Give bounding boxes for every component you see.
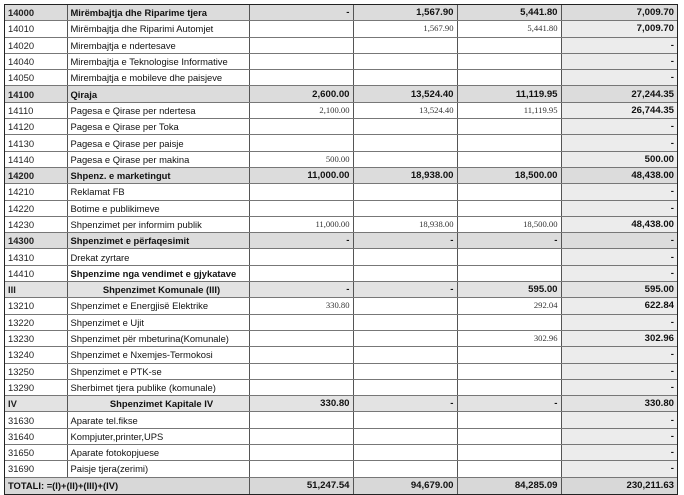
account-name: Pagesa e Qirase per Toka: [67, 119, 249, 135]
account-code: 14020: [5, 37, 67, 53]
total-col1: 51,247.54: [249, 477, 353, 494]
amount-col3: [457, 200, 561, 216]
amount-total: -: [561, 119, 677, 135]
amount-total: 7,009.70: [561, 5, 677, 21]
amount-total: -: [561, 265, 677, 281]
amount-total: -: [561, 461, 677, 477]
amount-col3: [457, 37, 561, 53]
table-row: [5, 412, 677, 428]
account-code: 13240: [5, 347, 67, 363]
account-code: 14050: [5, 70, 67, 86]
amount-col2: 1,567.90: [353, 21, 457, 37]
account-name: Pagesa e Qirase per ndertesa: [67, 102, 249, 118]
account-code: 14120: [5, 119, 67, 135]
amount-col1: [249, 379, 353, 395]
amount-col3: [457, 379, 561, 395]
amount-total: 27,244.35: [561, 86, 677, 102]
table-row: [5, 53, 677, 69]
amount-col3: [457, 53, 561, 69]
amount-col3: [457, 363, 561, 379]
amount-col3: [457, 119, 561, 135]
account-code: 13210: [5, 298, 67, 314]
amount-col1: -: [249, 282, 353, 298]
amount-col3: [457, 347, 561, 363]
amount-total: -: [561, 233, 677, 249]
amount-col1: 500.00: [249, 151, 353, 167]
table-row: [5, 70, 677, 86]
amount-col2: [353, 412, 457, 428]
amount-col1: [249, 249, 353, 265]
account-code: III: [5, 282, 67, 298]
account-name: Reklamat FB: [67, 184, 249, 200]
table-row: [5, 233, 677, 249]
table-row: [5, 428, 677, 444]
account-code: 14130: [5, 135, 67, 151]
amount-col2: -: [353, 282, 457, 298]
amount-col1: [249, 412, 353, 428]
account-name: Pagesa e Qirase per paisje: [67, 135, 249, 151]
account-name: Qiraja: [67, 86, 249, 102]
account-code: 31690: [5, 461, 67, 477]
amount-col3: 302.96: [457, 330, 561, 346]
amount-col3: [457, 445, 561, 461]
amount-total: -: [561, 347, 677, 363]
amount-col2: 13,524.40: [353, 102, 457, 118]
account-name: Aparate fotokopjuese: [67, 445, 249, 461]
account-name: Mirembajtja e Teknologise Informative: [67, 53, 249, 69]
amount-col2: [353, 298, 457, 314]
amount-col2: [353, 70, 457, 86]
amount-col1: 2,600.00: [249, 86, 353, 102]
account-name: Mirembajtja e mobileve dhe paisjeve: [67, 70, 249, 86]
table-row: [5, 265, 677, 281]
amount-col2: 13,524.40: [353, 86, 457, 102]
amount-total: 7,009.70: [561, 21, 677, 37]
amount-col3: [457, 70, 561, 86]
account-name: Shpenzimet Kapitale IV: [67, 396, 249, 412]
account-code: 13230: [5, 330, 67, 346]
amount-col2: [353, 249, 457, 265]
account-code: 14010: [5, 21, 67, 37]
amount-col3: 11,119.95: [457, 102, 561, 118]
total-col2: 94,679.00: [353, 477, 457, 494]
table-row: [5, 282, 677, 298]
table-row: [5, 5, 677, 21]
amount-col3: [457, 428, 561, 444]
table-row: [5, 396, 677, 412]
account-name: Shpenzimet e Ujit: [67, 314, 249, 330]
amount-col3: -: [457, 233, 561, 249]
amount-total: 48,438.00: [561, 167, 677, 183]
account-code: 14230: [5, 216, 67, 232]
amount-col3: 595.00: [457, 282, 561, 298]
amount-col1: [249, 445, 353, 461]
amount-col3: [457, 461, 561, 477]
table-row: [5, 119, 677, 135]
amount-col2: 1,567.90: [353, 5, 457, 21]
account-name: Paisje tjera(zerimi): [67, 461, 249, 477]
amount-total: 622.84: [561, 298, 677, 314]
amount-col3: 5,441.80: [457, 5, 561, 21]
account-code: 13290: [5, 379, 67, 395]
amount-total: -: [561, 200, 677, 216]
account-name: Shpenzimet Komunale (III): [67, 282, 249, 298]
amount-col3: [457, 184, 561, 200]
account-code: 13250: [5, 363, 67, 379]
account-code: 14410: [5, 265, 67, 281]
account-name: Mirëmbajtja dhe Riparime tjera: [67, 5, 249, 21]
account-name: Mirëmbajtja dhe Riparimi Automjet: [67, 21, 249, 37]
amount-total: -: [561, 314, 677, 330]
account-name: Mirembajtja e ndertesave: [67, 37, 249, 53]
amount-col3: [457, 135, 561, 151]
account-code: 14110: [5, 102, 67, 118]
amount-col3: 11,119.95: [457, 86, 561, 102]
amount-col1: [249, 330, 353, 346]
total-col3: 84,285.09: [457, 477, 561, 494]
account-code: 14000: [5, 5, 67, 21]
amount-col1: 11,000.00: [249, 167, 353, 183]
amount-col2: [353, 184, 457, 200]
table-row: [5, 21, 677, 37]
table-row: [5, 445, 677, 461]
amount-total: 26,744.35: [561, 102, 677, 118]
table-row: [5, 347, 677, 363]
amount-col2: [353, 461, 457, 477]
budget-expense-table: [4, 4, 678, 495]
amount-col2: [353, 151, 457, 167]
amount-col3: [457, 412, 561, 428]
amount-col1: [249, 461, 353, 477]
amount-col2: [353, 347, 457, 363]
amount-total: 330.80: [561, 396, 677, 412]
account-name: Shpenzimet për mbeturina(Komunale): [67, 330, 249, 346]
account-code: 14140: [5, 151, 67, 167]
amount-total: 302.96: [561, 330, 677, 346]
table-row: [5, 461, 677, 477]
amount-col2: [353, 53, 457, 69]
amount-col1: [249, 200, 353, 216]
amount-col2: [353, 135, 457, 151]
amount-col1: [249, 53, 353, 69]
table-row: [5, 184, 677, 200]
amount-col3: [457, 265, 561, 281]
table-row: [5, 135, 677, 151]
amount-col3: [457, 151, 561, 167]
amount-col3: -: [457, 396, 561, 412]
account-code: 14300: [5, 233, 67, 249]
amount-total: -: [561, 184, 677, 200]
amount-col2: -: [353, 396, 457, 412]
table-row: [5, 200, 677, 216]
table-row: [5, 330, 677, 346]
account-name: Shpenzime nga vendimet e gjykatave: [67, 265, 249, 281]
amount-total: -: [561, 37, 677, 53]
amount-col2: [353, 428, 457, 444]
amount-col2: [353, 445, 457, 461]
amount-total: -: [561, 379, 677, 395]
account-code: 31640: [5, 428, 67, 444]
amount-col1: [249, 363, 353, 379]
amount-col2: -: [353, 233, 457, 249]
amount-col2: [353, 314, 457, 330]
account-name: Pagesa e Qirase per makina: [67, 151, 249, 167]
table-row: [5, 102, 677, 118]
table-row: [5, 379, 677, 395]
amount-col1: 330.80: [249, 298, 353, 314]
amount-col1: [249, 37, 353, 53]
total-col4: 230,211.63: [561, 477, 677, 494]
amount-col2: 18,938.00: [353, 216, 457, 232]
amount-total: -: [561, 445, 677, 461]
account-name: Aparate tel.fikse: [67, 412, 249, 428]
amount-col3: 18,500.00: [457, 167, 561, 183]
account-code: 14040: [5, 53, 67, 69]
amount-col2: [353, 200, 457, 216]
table-row: [5, 314, 677, 330]
account-code: 31630: [5, 412, 67, 428]
account-name: Shpenzimet e përfaqesimit: [67, 233, 249, 249]
account-code: 13220: [5, 314, 67, 330]
total-label: TOTALI: =(I)+(II)+(III)+(IV): [5, 477, 249, 494]
account-name: Shpenz. e marketingut: [67, 167, 249, 183]
account-name: Sherbimet tjera publike (komunale): [67, 379, 249, 395]
table-row: [5, 249, 677, 265]
amount-col3: 292.04: [457, 298, 561, 314]
amount-col1: [249, 135, 353, 151]
amount-col1: [249, 119, 353, 135]
account-name: Shpenzimet per informim publik: [67, 216, 249, 232]
amount-col2: [353, 330, 457, 346]
amount-col3: 18,500.00: [457, 216, 561, 232]
amount-total: -: [561, 428, 677, 444]
account-name: Shpenzimet e PTK-se: [67, 363, 249, 379]
amount-col1: [249, 21, 353, 37]
account-name: Botime e publikimeve: [67, 200, 249, 216]
account-name: Drekat zyrtare: [67, 249, 249, 265]
amount-col2: [353, 379, 457, 395]
total-row: [5, 477, 677, 494]
account-name: Kompjuter,printer,UPS: [67, 428, 249, 444]
amount-col1: [249, 265, 353, 281]
amount-col3: 5,441.80: [457, 21, 561, 37]
amount-total: -: [561, 249, 677, 265]
table-row: [5, 37, 677, 53]
account-code: 14100: [5, 86, 67, 102]
amount-col1: 330.80: [249, 396, 353, 412]
amount-col2: 18,938.00: [353, 167, 457, 183]
account-code: 14200: [5, 167, 67, 183]
table-row: [5, 86, 677, 102]
table-row: [5, 216, 677, 232]
amount-col2: [353, 119, 457, 135]
amount-col1: [249, 347, 353, 363]
amount-col1: 11,000.00: [249, 216, 353, 232]
amount-col2: [353, 37, 457, 53]
amount-col1: [249, 314, 353, 330]
account-code: 31650: [5, 445, 67, 461]
account-code: 14310: [5, 249, 67, 265]
account-code: 14220: [5, 200, 67, 216]
amount-total: -: [561, 363, 677, 379]
account-code: IV: [5, 396, 67, 412]
amount-col2: [353, 363, 457, 379]
amount-total: 500.00: [561, 151, 677, 167]
table-row: [5, 363, 677, 379]
amount-col3: [457, 249, 561, 265]
amount-total: 48,438.00: [561, 216, 677, 232]
amount-total: -: [561, 53, 677, 69]
table-row: [5, 151, 677, 167]
amount-total: -: [561, 70, 677, 86]
account-name: Shpenzimet e Nxemjes-Termokosi: [67, 347, 249, 363]
account-code: 14210: [5, 184, 67, 200]
amount-total: -: [561, 135, 677, 151]
amount-col1: 2,100.00: [249, 102, 353, 118]
account-name: Shpenzimet e Energjisë Elektrike: [67, 298, 249, 314]
amount-col1: [249, 184, 353, 200]
amount-col1: [249, 70, 353, 86]
expense-table: [5, 5, 677, 494]
amount-total: 595.00: [561, 282, 677, 298]
table-row: [5, 298, 677, 314]
table-body: [5, 5, 677, 477]
table-row: [5, 167, 677, 183]
amount-col1: [249, 428, 353, 444]
amount-col1: -: [249, 233, 353, 249]
amount-col1: -: [249, 5, 353, 21]
amount-col2: [353, 265, 457, 281]
amount-col3: [457, 314, 561, 330]
amount-total: -: [561, 412, 677, 428]
